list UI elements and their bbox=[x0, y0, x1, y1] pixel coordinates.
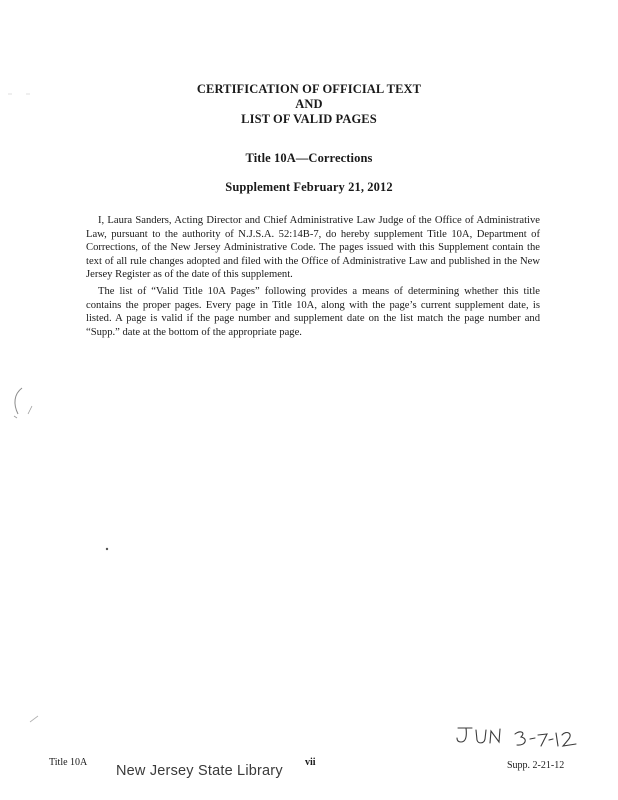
scan-speck bbox=[104, 546, 110, 552]
scan-speck-3 bbox=[6, 90, 36, 98]
footer-title: Title 10A bbox=[49, 757, 88, 768]
scan-speck-2 bbox=[28, 712, 44, 726]
cert-heading-line-2: AND bbox=[295, 97, 323, 111]
library-stamp: New Jersey State Library bbox=[116, 763, 283, 779]
certification-paragraph: I, Laura Sanders, Acting Director and Chief Administrative Law Judge of the Office of Administrative Law, pursuant to the authority of N.J.S.A. 52:14B-7, do hereby supplement Title 10A, Department of Corrections, of the New Jersey Administrative Code. The pages issued with this Supplement contain the text of all rule changes adopted and filed with the Office of Administrative Law and published in the New Jersey Register as of the date of this supplement. bbox=[86, 215, 540, 281]
cert-heading-line-1: CERTIFICATION OF OFFICIAL TEXT bbox=[196, 82, 422, 96]
cert-heading-line-3: LIST OF VALID PAGES bbox=[241, 112, 377, 126]
handwritten-date-signature bbox=[452, 722, 582, 756]
valid-pages-paragraph: The list of “Valid Title 10A Pages” following provides a means of determining whether this title contains the proper pages. Every page in Title 10A, along with the page’s current supplement date, is listed. A page is valid if the page number and supplement date on the list match the page number and “Supp.” date at the bottom of the appropriate page. bbox=[86, 286, 540, 338]
certification-heading bbox=[0, 82, 618, 127]
scan-mark-punch-hole bbox=[8, 384, 42, 424]
footer-supplement-date: Supp. 2-21-12 bbox=[507, 760, 565, 771]
title-heading: Title 10A—Corrections bbox=[245, 151, 373, 165]
footer-page-number: vii bbox=[305, 757, 316, 768]
supplement-heading: Supplement February 21, 2012 bbox=[225, 180, 393, 194]
